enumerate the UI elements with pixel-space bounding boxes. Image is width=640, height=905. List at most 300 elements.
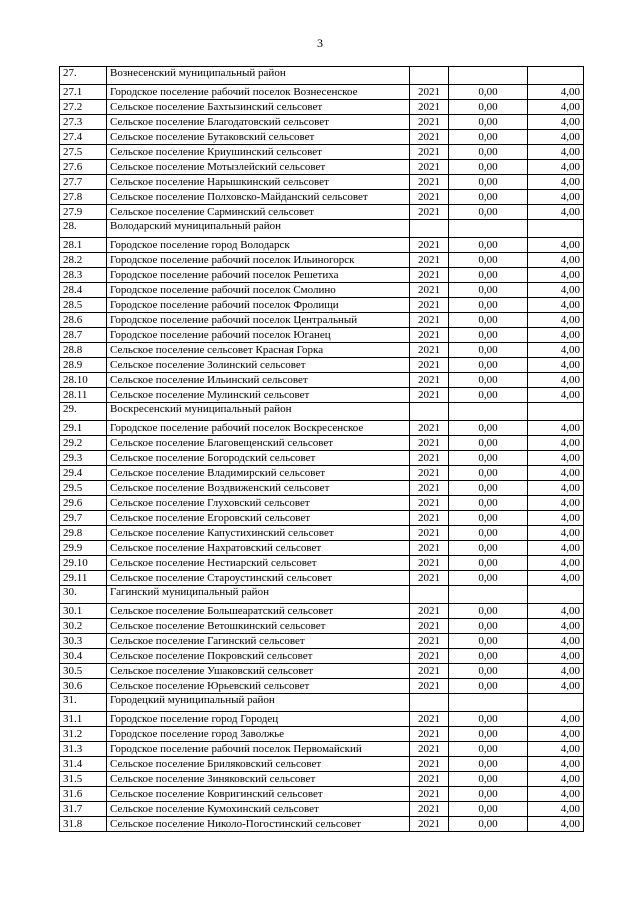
settlement-name-cell: Сельское поселение Полховско-Майданский сельсовет — [107, 190, 410, 205]
row-number-cell: 27.9 — [60, 205, 107, 220]
year-cell: 2021 — [410, 772, 449, 787]
row-number-cell: 30.1 — [60, 604, 107, 619]
year-cell: 2021 — [410, 268, 449, 283]
settlement-name-cell: Городское поселение рабочий поселок Решетиха — [107, 268, 410, 283]
table-row — [60, 313, 584, 328]
row-number-cell: 29.8 — [60, 526, 107, 541]
settlement-name-cell: Сельское поселение сельсовет Красная Горка — [107, 343, 410, 358]
table-row — [60, 373, 584, 388]
row-number-cell: 28.1 — [60, 238, 107, 253]
row-number-cell: 29.3 — [60, 451, 107, 466]
limit-value-cell: 4,00 — [528, 571, 584, 586]
value-cell: 0,00 — [449, 727, 528, 742]
limit-value-cell: 4,00 — [528, 313, 584, 328]
settlement-name-cell: Сельское поселение Мулинский сельсовет — [107, 388, 410, 403]
table-row — [60, 145, 584, 160]
year-cell: 2021 — [410, 679, 449, 694]
district-header-row — [60, 403, 584, 421]
value-cell: 0,00 — [449, 175, 528, 190]
value-cell: 0,00 — [449, 742, 528, 757]
table-body — [60, 67, 584, 832]
limit-value-cell — [528, 403, 584, 421]
table-row — [60, 160, 584, 175]
row-number-cell: 27.2 — [60, 100, 107, 115]
value-cell: 0,00 — [449, 238, 528, 253]
page-number: 3 — [317, 36, 323, 50]
row-number-cell: 29.1 — [60, 421, 107, 436]
row-number-cell: 27.8 — [60, 190, 107, 205]
value-cell: 0,00 — [449, 496, 528, 511]
settlement-name-cell: Городское поселение рабочий поселок Смолино — [107, 283, 410, 298]
row-number-cell: 30.5 — [60, 664, 107, 679]
limit-value-cell: 4,00 — [528, 115, 584, 130]
limit-value-cell: 4,00 — [528, 388, 584, 403]
year-cell: 2021 — [410, 649, 449, 664]
year-cell: 2021 — [410, 556, 449, 571]
year-cell: 2021 — [410, 298, 449, 313]
settlement-name-cell: Сельское поселение Владимирский сельсовет — [107, 466, 410, 481]
limit-value-cell: 4,00 — [528, 145, 584, 160]
table-row — [60, 253, 584, 268]
settlement-name-cell: Сельское поселение Староустинский сельсовет — [107, 571, 410, 586]
year-cell: 2021 — [410, 85, 449, 100]
value-cell: 0,00 — [449, 541, 528, 556]
value-cell: 0,00 — [449, 373, 528, 388]
limit-value-cell: 4,00 — [528, 742, 584, 757]
settlement-name-cell: Сельское поселение Благодатовский сельсовет — [107, 115, 410, 130]
settlement-name-cell: Городское поселение рабочий поселок Юганец — [107, 328, 410, 343]
row-number-cell: 30.6 — [60, 679, 107, 694]
row-number-cell: 28.9 — [60, 358, 107, 373]
limit-value-cell: 4,00 — [528, 679, 584, 694]
settlement-name-cell: Сельское поселение Ветошкинский сельсовет — [107, 619, 410, 634]
value-cell: 0,00 — [449, 787, 528, 802]
settlement-name-cell: Городское поселение город Володарск — [107, 238, 410, 253]
value-cell: 0,00 — [449, 85, 528, 100]
row-number-cell: 31.3 — [60, 742, 107, 757]
limit-value-cell: 4,00 — [528, 634, 584, 649]
table-row — [60, 664, 584, 679]
table-row — [60, 283, 584, 298]
table-row — [60, 358, 584, 373]
limit-value-cell: 4,00 — [528, 802, 584, 817]
limit-value-cell: 4,00 — [528, 268, 584, 283]
table-row — [60, 712, 584, 727]
value-cell — [449, 67, 528, 85]
limit-value-cell — [528, 694, 584, 712]
limit-value-cell: 4,00 — [528, 556, 584, 571]
limit-value-cell: 4,00 — [528, 481, 584, 496]
limit-value-cell: 4,00 — [528, 421, 584, 436]
limit-value-cell: 4,00 — [528, 757, 584, 772]
settlement-name-cell: Сельское поселение Бахтызинский сельсовет — [107, 100, 410, 115]
settlement-name-cell: Сельское поселение Нарышкинский сельсовет — [107, 175, 410, 190]
municipality-table — [59, 66, 584, 832]
table-row — [60, 421, 584, 436]
settlement-name-cell: Сельское поселение Ильинский сельсовет — [107, 373, 410, 388]
table-row — [60, 451, 584, 466]
limit-value-cell: 4,00 — [528, 436, 584, 451]
table-row — [60, 481, 584, 496]
table-row — [60, 679, 584, 694]
limit-value-cell: 4,00 — [528, 205, 584, 220]
row-number-cell: 28.11 — [60, 388, 107, 403]
settlement-name-cell: Сельское поселение Ковригинский сельсовет — [107, 787, 410, 802]
settlement-name-cell: Городское поселение рабочий поселок Вознесенское — [107, 85, 410, 100]
table-row — [60, 541, 584, 556]
row-number-cell: 29.4 — [60, 466, 107, 481]
value-cell: 0,00 — [449, 436, 528, 451]
year-cell: 2021 — [410, 145, 449, 160]
year-cell: 2021 — [410, 742, 449, 757]
table-row — [60, 772, 584, 787]
limit-value-cell: 4,00 — [528, 712, 584, 727]
table-row — [60, 298, 584, 313]
year-cell: 2021 — [410, 328, 449, 343]
row-number-cell: 28.4 — [60, 283, 107, 298]
value-cell: 0,00 — [449, 283, 528, 298]
year-cell: 2021 — [410, 802, 449, 817]
settlement-name-cell: Городское поселение рабочий поселок Ильиногорск — [107, 253, 410, 268]
limit-value-cell: 4,00 — [528, 85, 584, 100]
value-cell: 0,00 — [449, 343, 528, 358]
settlement-name-cell: Гагинский муниципальный район — [107, 586, 410, 604]
value-cell — [449, 586, 528, 604]
row-number-cell: 27.6 — [60, 160, 107, 175]
row-number-cell: 28. — [60, 220, 107, 238]
settlement-name-cell: Володарский муниципальный район — [107, 220, 410, 238]
row-number-cell: 31.5 — [60, 772, 107, 787]
row-number-cell: 28.6 — [60, 313, 107, 328]
table-row — [60, 787, 584, 802]
limit-value-cell: 4,00 — [528, 511, 584, 526]
year-cell: 2021 — [410, 130, 449, 145]
limit-value-cell — [528, 586, 584, 604]
table-row — [60, 328, 584, 343]
table-row — [60, 175, 584, 190]
settlement-name-cell: Сельское поселение Бутаковский сельсовет — [107, 130, 410, 145]
row-number-cell: 31.1 — [60, 712, 107, 727]
value-cell: 0,00 — [449, 358, 528, 373]
year-cell: 2021 — [410, 541, 449, 556]
row-number-cell: 29.6 — [60, 496, 107, 511]
settlement-name-cell: Воскресенский муниципальный район — [107, 403, 410, 421]
year-cell: 2021 — [410, 421, 449, 436]
table-row — [60, 496, 584, 511]
value-cell: 0,00 — [449, 160, 528, 175]
year-cell: 2021 — [410, 388, 449, 403]
settlement-name-cell: Городское поселение город Городец — [107, 712, 410, 727]
row-number-cell: 29.7 — [60, 511, 107, 526]
table-row — [60, 388, 584, 403]
value-cell: 0,00 — [449, 205, 528, 220]
settlement-name-cell: Сельское поселение Егоровский сельсовет — [107, 511, 410, 526]
value-cell: 0,00 — [449, 100, 528, 115]
year-cell: 2021 — [410, 100, 449, 115]
limit-value-cell — [528, 67, 584, 85]
value-cell — [449, 403, 528, 421]
settlement-name-cell: Сельское поселение Благовещенский сельсовет — [107, 436, 410, 451]
value-cell: 0,00 — [449, 511, 528, 526]
limit-value-cell: 4,00 — [528, 496, 584, 511]
district-header-row — [60, 694, 584, 712]
settlement-name-cell: Городское поселение город Заволжье — [107, 727, 410, 742]
limit-value-cell: 4,00 — [528, 298, 584, 313]
table-row — [60, 268, 584, 283]
table-row — [60, 526, 584, 541]
settlement-name-cell: Сельское поселение Кумохинский сельсовет — [107, 802, 410, 817]
year-cell: 2021 — [410, 664, 449, 679]
table-row — [60, 556, 584, 571]
year-cell: 2021 — [410, 604, 449, 619]
table-row — [60, 190, 584, 205]
settlement-name-cell: Сельское поселение Бриляковский сельсовет — [107, 757, 410, 772]
row-number-cell: 31. — [60, 694, 107, 712]
value-cell: 0,00 — [449, 649, 528, 664]
year-cell: 2021 — [410, 253, 449, 268]
table-row — [60, 634, 584, 649]
row-number-cell: 31.7 — [60, 802, 107, 817]
year-cell: 2021 — [410, 373, 449, 388]
settlement-name-cell: Вознесенский муниципальный район — [107, 67, 410, 85]
value-cell: 0,00 — [449, 817, 528, 832]
value-cell: 0,00 — [449, 556, 528, 571]
settlement-name-cell: Сельское поселение Криушинский сельсовет — [107, 145, 410, 160]
row-number-cell: 27.3 — [60, 115, 107, 130]
value-cell: 0,00 — [449, 421, 528, 436]
year-cell: 2021 — [410, 727, 449, 742]
value-cell: 0,00 — [449, 772, 528, 787]
value-cell: 0,00 — [449, 298, 528, 313]
row-number-cell: 30.3 — [60, 634, 107, 649]
year-cell: 2021 — [410, 466, 449, 481]
year-cell: 2021 — [410, 205, 449, 220]
settlement-name-cell: Сельское поселение Сарминский сельсовет — [107, 205, 410, 220]
row-number-cell: 31.2 — [60, 727, 107, 742]
year-cell: 2021 — [410, 343, 449, 358]
row-number-cell: 30. — [60, 586, 107, 604]
year-cell: 2021 — [410, 115, 449, 130]
row-number-cell: 28.8 — [60, 343, 107, 358]
row-number-cell: 29.2 — [60, 436, 107, 451]
limit-value-cell: 4,00 — [528, 328, 584, 343]
year-cell: 2021 — [410, 526, 449, 541]
year-cell: 2021 — [410, 571, 449, 586]
limit-value-cell: 4,00 — [528, 772, 584, 787]
limit-value-cell: 4,00 — [528, 283, 584, 298]
value-cell: 0,00 — [449, 145, 528, 160]
limit-value-cell: 4,00 — [528, 253, 584, 268]
value-cell: 0,00 — [449, 664, 528, 679]
value-cell: 0,00 — [449, 526, 528, 541]
row-number-cell: 30.4 — [60, 649, 107, 664]
limit-value-cell: 4,00 — [528, 817, 584, 832]
row-number-cell: 29.5 — [60, 481, 107, 496]
value-cell: 0,00 — [449, 328, 528, 343]
table-row — [60, 436, 584, 451]
row-number-cell: 27.7 — [60, 175, 107, 190]
settlement-name-cell: Сельское поселение Нахратовский сельсовет — [107, 541, 410, 556]
value-cell: 0,00 — [449, 604, 528, 619]
year-cell — [410, 694, 449, 712]
value-cell — [449, 220, 528, 238]
value-cell: 0,00 — [449, 802, 528, 817]
year-cell — [410, 67, 449, 85]
row-number-cell: 28.2 — [60, 253, 107, 268]
year-cell: 2021 — [410, 451, 449, 466]
limit-value-cell — [528, 220, 584, 238]
table-row — [60, 604, 584, 619]
year-cell: 2021 — [410, 313, 449, 328]
limit-value-cell: 4,00 — [528, 238, 584, 253]
row-number-cell: 29. — [60, 403, 107, 421]
district-header-row — [60, 586, 584, 604]
row-number-cell: 31.4 — [60, 757, 107, 772]
row-number-cell: 27.5 — [60, 145, 107, 160]
row-number-cell: 30.2 — [60, 619, 107, 634]
limit-value-cell: 4,00 — [528, 175, 584, 190]
table-row — [60, 571, 584, 586]
row-number-cell: 31.6 — [60, 787, 107, 802]
table-row — [60, 466, 584, 481]
limit-value-cell: 4,00 — [528, 664, 584, 679]
settlement-name-cell: Городское поселение рабочий поселок Фролищи — [107, 298, 410, 313]
table-row — [60, 85, 584, 100]
settlement-name-cell: Городское поселение рабочий поселок Первомайский — [107, 742, 410, 757]
limit-value-cell: 4,00 — [528, 343, 584, 358]
limit-value-cell: 4,00 — [528, 100, 584, 115]
settlement-name-cell: Городское поселение рабочий поселок Центральный — [107, 313, 410, 328]
row-number-cell: 29.11 — [60, 571, 107, 586]
year-cell — [410, 403, 449, 421]
limit-value-cell: 4,00 — [528, 787, 584, 802]
limit-value-cell: 4,00 — [528, 541, 584, 556]
limit-value-cell: 4,00 — [528, 526, 584, 541]
value-cell: 0,00 — [449, 115, 528, 130]
limit-value-cell: 4,00 — [528, 466, 584, 481]
settlement-name-cell: Сельское поселение Богородский сельсовет — [107, 451, 410, 466]
value-cell — [449, 694, 528, 712]
year-cell: 2021 — [410, 817, 449, 832]
settlement-name-cell: Сельское поселение Глуховский сельсовет — [107, 496, 410, 511]
value-cell: 0,00 — [449, 268, 528, 283]
value-cell: 0,00 — [449, 253, 528, 268]
value-cell: 0,00 — [449, 451, 528, 466]
limit-value-cell: 4,00 — [528, 649, 584, 664]
table-row — [60, 649, 584, 664]
row-number-cell: 28.7 — [60, 328, 107, 343]
settlement-name-cell: Сельское поселение Воздвиженский сельсовет — [107, 481, 410, 496]
table-row — [60, 727, 584, 742]
value-cell: 0,00 — [449, 679, 528, 694]
year-cell: 2021 — [410, 619, 449, 634]
settlement-name-cell: Сельское поселение Капустихинский сельсовет — [107, 526, 410, 541]
settlement-name-cell: Городецкий муниципальный район — [107, 694, 410, 712]
year-cell: 2021 — [410, 283, 449, 298]
limit-value-cell: 4,00 — [528, 451, 584, 466]
table-row — [60, 115, 584, 130]
settlement-name-cell: Городское поселение рабочий поселок Воскресенское — [107, 421, 410, 436]
limit-value-cell: 4,00 — [528, 619, 584, 634]
value-cell: 0,00 — [449, 757, 528, 772]
table-row — [60, 130, 584, 145]
value-cell: 0,00 — [449, 190, 528, 205]
limit-value-cell: 4,00 — [528, 604, 584, 619]
settlement-name-cell: Сельское поселение Золинский сельсовет — [107, 358, 410, 373]
year-cell: 2021 — [410, 436, 449, 451]
limit-value-cell: 4,00 — [528, 358, 584, 373]
table-row — [60, 205, 584, 220]
district-header-row — [60, 67, 584, 85]
value-cell: 0,00 — [449, 712, 528, 727]
settlement-name-cell: Сельское поселение Ушаковский сельсовет — [107, 664, 410, 679]
year-cell: 2021 — [410, 757, 449, 772]
row-number-cell: 28.3 — [60, 268, 107, 283]
table-row — [60, 238, 584, 253]
value-cell: 0,00 — [449, 619, 528, 634]
year-cell: 2021 — [410, 634, 449, 649]
year-cell: 2021 — [410, 496, 449, 511]
value-cell: 0,00 — [449, 571, 528, 586]
limit-value-cell: 4,00 — [528, 727, 584, 742]
year-cell: 2021 — [410, 238, 449, 253]
row-number-cell: 29.9 — [60, 541, 107, 556]
table-row — [60, 511, 584, 526]
table-row — [60, 100, 584, 115]
value-cell: 0,00 — [449, 634, 528, 649]
year-cell: 2021 — [410, 481, 449, 496]
row-number-cell: 27.4 — [60, 130, 107, 145]
row-number-cell: 29.10 — [60, 556, 107, 571]
settlement-name-cell: Сельское поселение Покровский сельсовет — [107, 649, 410, 664]
district-header-row — [60, 220, 584, 238]
year-cell — [410, 586, 449, 604]
table-row — [60, 817, 584, 832]
settlement-name-cell: Сельское поселение Нестиарский сельсовет — [107, 556, 410, 571]
limit-value-cell: 4,00 — [528, 190, 584, 205]
settlement-name-cell: Сельское поселение Большеаратский сельсовет — [107, 604, 410, 619]
settlement-name-cell: Сельское поселение Мотызлейский сельсовет — [107, 160, 410, 175]
table-row — [60, 802, 584, 817]
year-cell: 2021 — [410, 175, 449, 190]
year-cell: 2021 — [410, 712, 449, 727]
year-cell: 2021 — [410, 787, 449, 802]
table-row — [60, 619, 584, 634]
row-number-cell: 28.5 — [60, 298, 107, 313]
settlement-name-cell: Сельское поселение Зиняковский сельсовет — [107, 772, 410, 787]
row-number-cell: 27. — [60, 67, 107, 85]
table-row — [60, 742, 584, 757]
year-cell: 2021 — [410, 511, 449, 526]
year-cell: 2021 — [410, 358, 449, 373]
value-cell: 0,00 — [449, 481, 528, 496]
value-cell: 0,00 — [449, 466, 528, 481]
settlement-name-cell: Сельское поселение Юрьевский сельсовет — [107, 679, 410, 694]
value-cell: 0,00 — [449, 313, 528, 328]
value-cell: 0,00 — [449, 388, 528, 403]
table-row — [60, 757, 584, 772]
settlement-name-cell: Сельское поселение Николо-Погостинский сельсовет — [107, 817, 410, 832]
year-cell: 2021 — [410, 160, 449, 175]
year-cell — [410, 220, 449, 238]
limit-value-cell: 4,00 — [528, 130, 584, 145]
table-row — [60, 343, 584, 358]
year-cell: 2021 — [410, 190, 449, 205]
settlement-name-cell: Сельское поселение Гагинский сельсовет — [107, 634, 410, 649]
limit-value-cell: 4,00 — [528, 373, 584, 388]
row-number-cell: 31.8 — [60, 817, 107, 832]
limit-value-cell: 4,00 — [528, 160, 584, 175]
